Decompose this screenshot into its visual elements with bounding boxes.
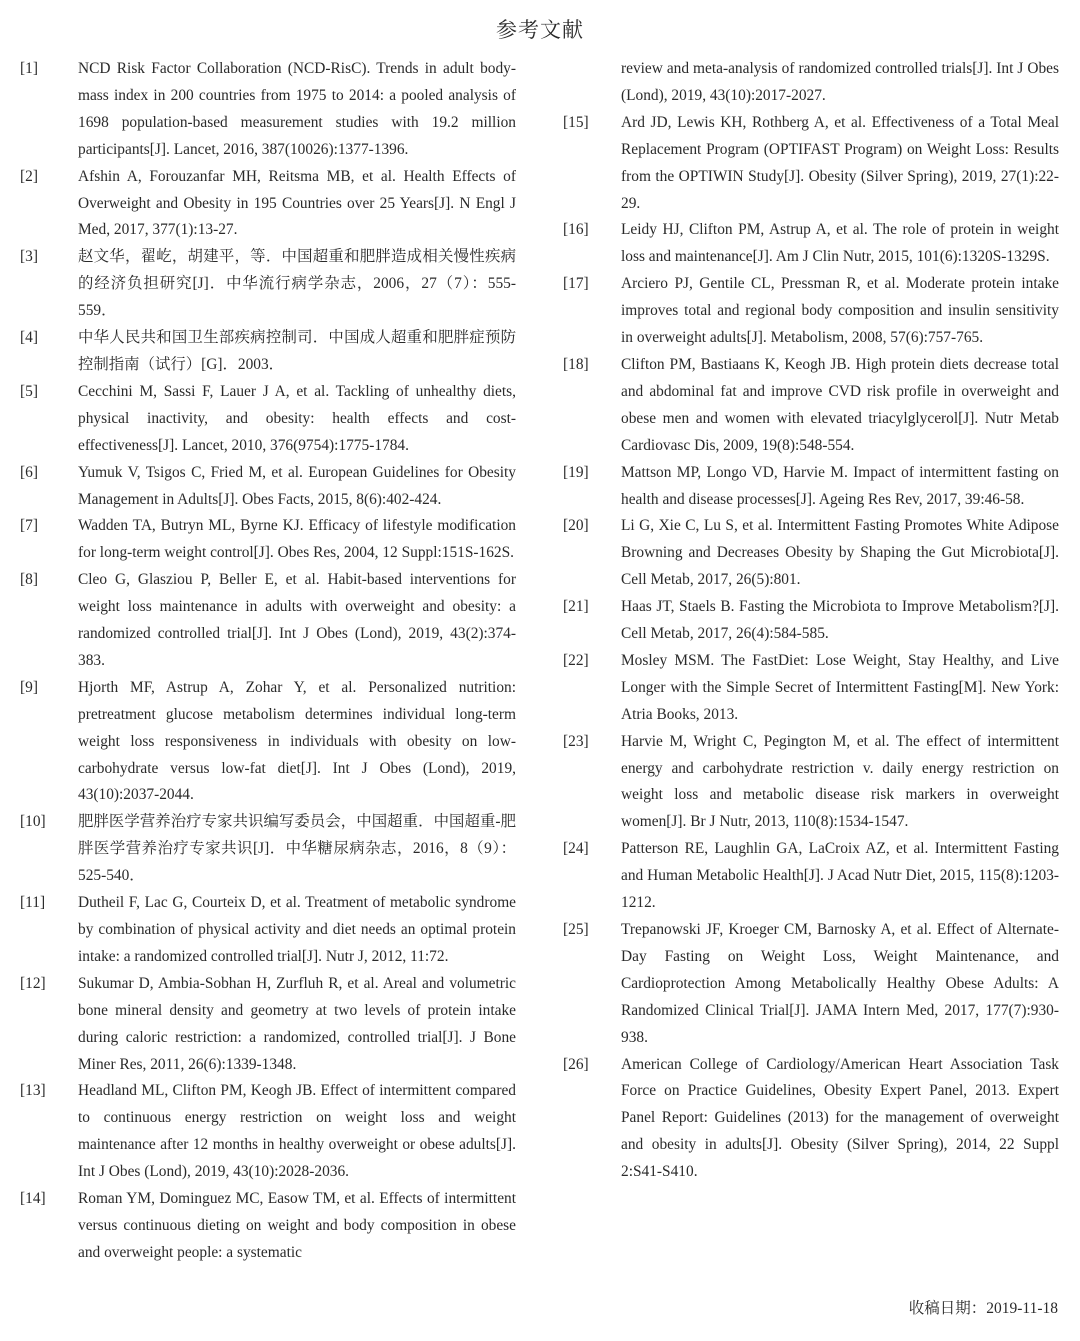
reference-item <box>563 594 1059 648</box>
reference-text: Headland ML, Clifton PM, Keogh JB. Effect of intermittent compared to continuous energy restriction on weight loss and weight maintenance after 12 months in healthy overweight or obese adults[J]. Int J Obes (Lond), 2019, 43(10):2028-2036. <box>78 1082 516 1181</box>
reference-text: Trepanowski JF, Kroeger CM, Barnosky A, et al. Effect of Alternate-Day Fasting on Weight Loss, Weight Maintenance, and Cardioprotection Among Metabolically Healthy Obese Adults: A Randomized Clinical Trial[J]. JAMA Intern Med, 2017, 177(7):930-938. <box>621 921 1059 1046</box>
reference-item <box>563 1052 1059 1187</box>
reference-text: American College of Cardiology/American Heart Association Task Force on Practice Guidelines, Obesity Expert Panel, 2013. Expert Panel Report: Guidelines (2013) for the management of overweight and obesity in adults[J]. Obesity (Silver Spring), 2014, 22 Suppl 2:S41-S410. <box>621 1055 1059 1181</box>
reference-item <box>563 729 1059 837</box>
reference-item <box>20 809 516 890</box>
reference-number: [24] <box>563 840 589 858</box>
reference-text: Haas JT, Staels B. Fasting the Microbiota to Improve Metabolism?[J]. Cell Metab, 2017, 26(4):584-585. <box>621 598 1059 643</box>
reference-number: [10] <box>20 813 46 831</box>
reference-text: Wadden TA, Butryn ML, Byrne KJ. Efficacy of lifestyle modification for long-term weight control[J]. Obes Res, 2004, 12 Suppl:151S-162S. <box>78 517 516 562</box>
reference-item <box>563 648 1059 729</box>
reference-text: Leidy HJ, Clifton PM, Astrup A, et al. The role of protein in weight loss and maintenance[J]. Am J Clin Nutr, 2015, 101(6):1320S-1329S. <box>621 221 1059 266</box>
reference-number: [20] <box>563 517 589 535</box>
reference-item <box>20 1078 516 1186</box>
reference-number: [23] <box>563 732 589 750</box>
reference-text: 肥胖医学营养治疗专家共识编写委员会，中国超重．中国超重-肥胖医学营养治疗专家共识[J]．中华糖尿病杂志，2016，8（9）：525-540． <box>78 813 516 885</box>
references-column-right <box>563 56 1059 1186</box>
reference-text: Yumuk V, Tsigos C, Fried M, et al. European Guidelines for Obesity Management in Adults[J]. Obes Facts, 2015, 8(6):402-424. <box>78 463 516 508</box>
reference-number: [1] <box>20 60 38 77</box>
reference-number: [2] <box>20 167 38 185</box>
reference-item <box>20 56 516 164</box>
reference-item <box>20 244 516 325</box>
reference-text: Mattson MP, Longo VD, Harvie M. Impact of intermittent fasting on health and disease processes[J]. Ageing Res Rev, 2017, 39:46-58. <box>621 463 1059 508</box>
received-date: 收稿日期：2019-11-18 <box>908 1300 1058 1317</box>
reference-number: [22] <box>563 651 589 669</box>
reference-text: Cecchini M, Sassi F, Lauer J A, et al. Tackling of unhealthy diets, physical inactivity, and obesity: health effects and cost-effectiveness[J]. Lancet, 2010, 376(9754):1775-1784. <box>78 382 516 454</box>
reference-item <box>563 217 1059 271</box>
reference-text: Patterson RE, Laughlin GA, LaCroix AZ, et al. Intermittent Fasting and Human Metabolic Health[J]. J Acad Nutr Diet, 2015, 115(8):1203-1212. <box>621 840 1059 912</box>
reference-number: [26] <box>563 1055 589 1073</box>
reference-text: Mosley MSM. The FastDiet: Lose Weight, Stay Healthy, and Live Longer with the Simple Secret of Intermittent Fasting[M]. New York: Atria Books, 2013. <box>621 651 1059 723</box>
reference-text: Hjorth MF, Astrup A, Zohar Y, et al. Personalized nutrition: pretreatment glucose metabolism determines individual long-term weight loss responsiveness in individuals with obesity on low-carbohydrate versus low-fat diet[J]. Int J Obes (Lond), 2019, 43(10):2037-2044. <box>78 678 516 804</box>
reference-number: [21] <box>563 598 589 616</box>
reference-text: Clifton PM, Bastiaans K, Keogh JB. High protein diets decrease total and abdominal fat and improve CVD risk profile in overweight and obese men and women with elevated triacylglycerol[J]. Nutr Metab Cardiovasc Dis, 2009, 19(8):548-554. <box>621 355 1059 454</box>
reference-text: Ard JD, Lewis KH, Rothberg A, et al. Effectiveness of a Total Meal Replacement Program (OPTIFAST Program) on Weight Loss: Results from the OPTIWIN Study[J]. Obesity (Silver Spring), 2019, 27(1):22-29. <box>621 113 1059 212</box>
reference-number: [9] <box>20 678 38 696</box>
reference-number: [12] <box>20 974 46 992</box>
reference-number: [16] <box>563 221 589 239</box>
reference-item <box>20 325 516 379</box>
reference-text: Dutheil F, Lac G, Courteix D, et al. Treatment of metabolic syndrome by combination of physical activity and diet needs an optimal protein intake: a randomized controlled trial[J]. Nutr J, 2012, 11:72. <box>78 894 516 965</box>
reference-item <box>563 460 1059 514</box>
reference-item <box>563 271 1059 352</box>
reference-number: [13] <box>20 1082 46 1100</box>
reference-item <box>20 890 516 971</box>
reference-number: [3] <box>20 248 38 266</box>
reference-item <box>20 164 516 245</box>
reference-text: 赵文华，翟屹，胡建平，等．中国超重和肥胖造成相关慢性疾病的经济负担研究[J]．中华流行病学杂志，2006，27（7）：555-559． <box>78 248 516 320</box>
reference-text: Afshin A, Forouzanfar MH, Reitsma MB, et al. Health Effects of Overweight and Obesity in 195 Countries over 25 Years[J]. N Engl J Med, 2017, 377(1):13-27. <box>78 167 516 239</box>
reference-item <box>563 110 1059 218</box>
reference-item <box>563 917 1059 1052</box>
reference-number: [19] <box>563 463 589 481</box>
reference-number: [5] <box>20 382 38 400</box>
page-title: 参考文献 <box>496 18 584 42</box>
reference-item <box>563 352 1059 460</box>
reference-item <box>20 379 516 460</box>
reference-text: Roman YM, Dominguez MC, Easow TM, et al. Effects of intermittent versus continuous dieting on weight and body composition in obese and overweight people: a systematic <box>78 1190 516 1261</box>
reference-text: Li G, Xie C, Lu S, et al. Intermittent Fasting Promotes White Adipose Browning and Decreases Obesity by Shaping the Gut Microbiota[J]. Cell Metab, 2017, 26(5):801. <box>621 517 1059 589</box>
reference-item <box>20 460 516 514</box>
reference-text: Cleo G, Glasziou P, Beller E, et al. Habit-based interventions for weight loss maintenance in adults with overweight and obesity: a randomized controlled trial[J]. Int J Obes (Lond), 2019, 43(2):374-383. <box>78 571 516 669</box>
reference-continuation: review and meta-analysis of randomized controlled trials[J]. Int J Obes (Lond), 2019, 43(10):2017-2027. <box>621 60 1059 104</box>
reference-number: [14] <box>20 1190 46 1208</box>
reference-item <box>563 836 1059 917</box>
reference-text: Harvie M, Wright C, Pegington M, et al. The effect of intermittent energy and carbohydrate restriction v. daily energy restriction on weight loss and metabolic disease risk markers in overweight women[J]. Br J Nutr, 2013, 110(8):1534-1547. <box>621 732 1059 831</box>
reference-number: [17] <box>563 275 589 293</box>
reference-number: [6] <box>20 463 38 481</box>
references-column-left <box>20 56 516 1267</box>
reference-text: Sukumar D, Ambia-Sobhan H, Zurfluh R, et al. Areal and volumetric bone mineral density and geometry at two levels of protein intake during caloric restriction: a randomized, controlled trial[J]. J Bone Miner Res, 2011, 26(6):1339-1348. <box>78 974 516 1073</box>
reference-item <box>20 1186 516 1267</box>
reference-number: [18] <box>563 355 589 373</box>
reference-text: 中华人民共和国卫生部疾病控制司．中国成人超重和肥胖症预防控制指南（试行）[G]．2003． <box>78 329 516 373</box>
reference-item <box>20 567 516 675</box>
reference-item <box>20 971 516 1079</box>
reference-item <box>20 513 516 567</box>
reference-text: NCD Risk Factor Collaboration (NCD-RisC). Trends in adult body-mass index in 200 countries from 1975 to 2014: a pooled analysis of 1698 population-based measurement studies with 19.2 million participants[J]. Lancet, 2016, 387(10026):1377-1396. <box>78 60 516 158</box>
reference-item <box>563 513 1059 594</box>
reference-number: [15] <box>563 113 589 131</box>
reference-item <box>20 675 516 810</box>
reference-number: [7] <box>20 517 38 535</box>
reference-number: [8] <box>20 571 38 589</box>
reference-number: [25] <box>563 921 589 938</box>
reference-number: [4] <box>20 329 38 347</box>
reference-text: Arciero PJ, Gentile CL, Pressman R, et al. Moderate protein intake improves total and regional body composition and insulin sensitivity in overweight adults[J]. Metabolism, 2008, 57(6):757-765. <box>621 275 1059 347</box>
reference-number: [11] <box>20 894 46 912</box>
